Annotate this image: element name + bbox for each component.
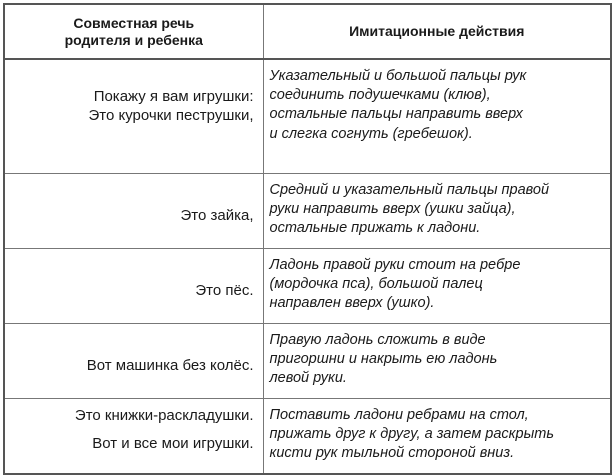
action-line: Указательный и большой пальцы рук <box>269 68 527 84</box>
table-row <box>4 249 611 324</box>
action-line: Средний и указательный пальцы правой <box>269 182 550 198</box>
speech-cell <box>4 324 263 399</box>
speech-line: Вот машинка без колёс. <box>86 356 254 374</box>
speech-cell <box>4 399 263 475</box>
speech-line: Это зайка, <box>180 206 254 224</box>
header-speech <box>4 4 263 59</box>
action-line: (мордочка пса), большой палец <box>269 276 483 293</box>
action-line: прижать друг к другу, а затем раскрыть <box>269 426 554 443</box>
speech-line: Это курочки пеструшки, <box>88 107 254 124</box>
action-cell <box>263 324 611 399</box>
action-line: и слегка согнуть (гребешок). <box>269 125 473 142</box>
header-speech-line: родителя и ребенка <box>64 31 203 48</box>
table-row <box>4 174 611 249</box>
table-row <box>4 324 611 399</box>
speech-line: Это книжки-раскладушки. <box>74 407 254 424</box>
table-row <box>4 399 611 475</box>
action-line: направлен вверх (ушко). <box>269 295 435 312</box>
action-cell <box>263 249 611 324</box>
action-line: пригоршни и накрыть ею ладонь <box>269 351 498 368</box>
speech-line: Это пёс. <box>195 281 254 299</box>
finger-game-table <box>3 3 612 475</box>
speech-line: Покажу я вам игрушки: <box>93 88 254 105</box>
action-line: Ладонь правой руки стоит на ребре <box>269 257 521 273</box>
action-cell <box>263 59 611 174</box>
speech-line: Вот и все мои игрушки. <box>92 435 254 452</box>
action-line: остальные пальцы направить вверх <box>269 106 523 123</box>
action-cell <box>263 399 611 475</box>
header-actions: Имитационные действия <box>263 4 611 59</box>
action-line: Поставить ладони ребрами на стол, <box>269 407 529 423</box>
action-line: руки направить вверх (ушки зайца), <box>269 201 516 218</box>
speech-cell <box>4 59 263 174</box>
header-row <box>4 4 611 59</box>
table-row <box>4 59 611 174</box>
action-cell <box>263 174 611 249</box>
action-line: остальные прижать к ладони. <box>269 220 481 237</box>
header-speech-line: Совместная речь <box>73 14 195 31</box>
action-line: левой руки. <box>269 370 347 387</box>
action-line: Правую ладонь сложить в виде <box>269 332 486 348</box>
speech-cell <box>4 249 263 324</box>
action-line: соединить подушечками (клюв), <box>269 87 491 104</box>
action-line: кисти рук тыльной стороной вниз. <box>269 445 515 462</box>
speech-cell <box>4 174 263 249</box>
speech-spacer <box>11 425 254 435</box>
